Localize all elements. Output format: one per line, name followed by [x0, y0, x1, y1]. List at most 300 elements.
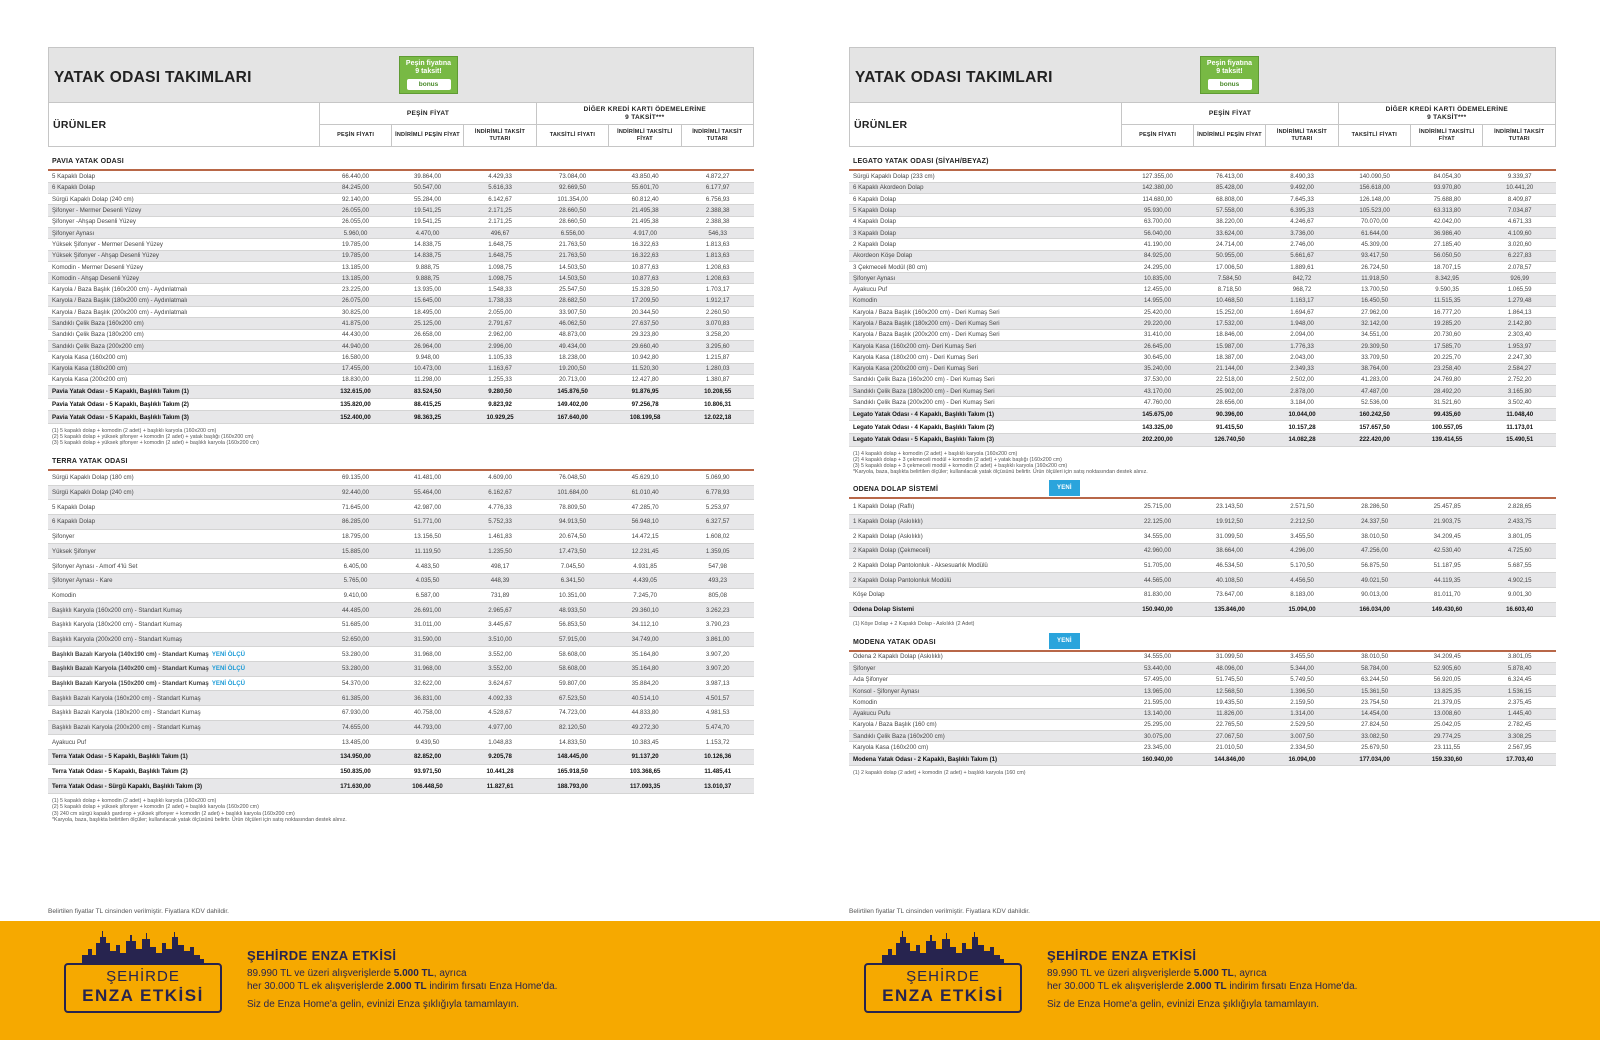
price-cell: 202.200,00	[1122, 433, 1194, 446]
price-cell: 67.930,00	[320, 706, 392, 721]
price-cell: 34.749,00	[609, 632, 682, 647]
product-name	[48, 764, 320, 779]
price-cell: 9.948,00	[391, 352, 464, 363]
price-cell: 23.754,50	[1338, 697, 1411, 708]
price-cell: 3.907,20	[681, 647, 754, 662]
price-cell: 51.187,95	[1411, 558, 1484, 573]
price-cell: 54.370,00	[320, 676, 392, 691]
section-title-text: PAVIA YATAK ODASI	[52, 158, 124, 165]
price-cell: 29.660,40	[609, 340, 682, 351]
product-name-text: Sürgü Kapaklı Dolap (240 cm)	[52, 489, 134, 497]
price-cell: 1.215,87	[681, 352, 754, 363]
price-cell: 28.492,20	[1411, 386, 1484, 397]
price-cell: 31.521,60	[1411, 397, 1484, 408]
page-header	[48, 47, 754, 102]
product-name-text: 2 Kapaklı Dolap Pantolonluk - Aksesuarlık Modülü	[853, 561, 988, 569]
table-row	[48, 588, 754, 603]
table-row	[849, 558, 1556, 573]
price-cell: 74.655,00	[320, 720, 392, 735]
price-page-left	[48, 47, 754, 867]
table-row	[849, 685, 1556, 696]
product-name	[48, 411, 320, 424]
price-cell: 10.929,25	[464, 411, 537, 424]
section-title	[48, 155, 754, 171]
product-name-text: 5 Kapaklı Dolap	[52, 503, 96, 511]
price-cell: 52.650,00	[320, 632, 392, 647]
product-name	[48, 398, 320, 411]
price-cell: 42.960,00	[1122, 543, 1194, 558]
price-cell: 5.616,33	[464, 182, 537, 193]
price-cell: 4.456,50	[1266, 573, 1339, 588]
product-name	[48, 500, 320, 515]
table-row	[849, 340, 1556, 351]
product-name-text: Ada Şifonyer	[853, 676, 888, 684]
price-cell: 2.584,27	[1483, 363, 1556, 374]
new-badge: YENİ	[1049, 480, 1080, 496]
col-installment-price: TAKSİTLİ FİYATI	[536, 125, 608, 147]
price-cell: 27.067,50	[1193, 731, 1266, 742]
section-title-text: MODENA YATAK ODASI	[853, 638, 936, 646]
product-name-text: Sürgü Kapaklı Dolap (180 cm)	[52, 474, 134, 482]
price-cell: 3.020,60	[1483, 239, 1556, 250]
price-cell: 3.502,40	[1483, 397, 1556, 408]
price-cell: 91.415,50	[1193, 421, 1266, 434]
product-name-text: Odena Dolap Sistemi	[853, 605, 914, 613]
price-cell: 19.541,25	[391, 216, 464, 227]
price-cell: 28.660,50	[536, 205, 609, 216]
product-name	[849, 697, 1122, 708]
price-cell: 1.396,50	[1266, 685, 1339, 696]
price-cell: 86.285,00	[320, 515, 392, 530]
price-cell: 1.889,61	[1266, 261, 1339, 272]
price-cell: 27.824,50	[1338, 719, 1411, 730]
price-cell: 2.247,30	[1483, 352, 1556, 363]
product-name-text: 3 Çekmeceli Modül (80 cm)	[853, 263, 928, 271]
product-name-text: Karyola Kasa (160x200 cm)	[52, 353, 128, 361]
table-row	[849, 386, 1556, 397]
price-cell: 34.555,00	[1122, 529, 1194, 544]
product-name	[48, 691, 320, 706]
price-cell: 4.931,85	[609, 559, 682, 574]
price-cell: 1.536,15	[1483, 685, 1556, 696]
price-cell: 14.955,00	[1122, 295, 1194, 306]
product-name-text: Karyola Kasa (200x200 cm)	[52, 376, 128, 384]
price-cell: 63.700,00	[1122, 216, 1194, 227]
price-cell: 156.618,00	[1338, 182, 1411, 193]
product-name	[48, 779, 320, 794]
table-row	[48, 529, 754, 544]
product-name	[48, 284, 320, 295]
badge-line-2: 9 taksit!	[1216, 68, 1243, 75]
cash-price-group-header: PEŞİN FİYAT	[1122, 103, 1338, 125]
product-name	[48, 194, 320, 205]
credit-group-header	[536, 103, 753, 125]
price-page-right	[849, 47, 1556, 867]
price-cell: 81.830,00	[1122, 587, 1194, 602]
product-name	[48, 227, 320, 238]
price-cell: 17.209,50	[609, 295, 682, 306]
price-cell: 39.864,00	[391, 171, 464, 182]
product-name	[849, 742, 1122, 753]
table-row	[849, 652, 1556, 663]
table-row	[48, 261, 754, 272]
price-cell: 1.255,33	[464, 374, 537, 385]
price-cell: 38.220,00	[1193, 216, 1266, 227]
price-cell: 1.279,48	[1483, 295, 1556, 306]
price-cell: 14.503,50	[536, 273, 609, 284]
product-name	[849, 194, 1122, 205]
price-cell: 1.912,17	[681, 295, 754, 306]
product-name	[849, 216, 1122, 227]
table-row	[849, 697, 1556, 708]
price-cell: 5.687,55	[1483, 558, 1556, 573]
table-row	[849, 573, 1556, 588]
price-cell: 21.903,75	[1411, 514, 1484, 529]
product-section	[48, 155, 754, 447]
price-cell: 48.096,00	[1193, 663, 1266, 674]
product-name-text: Komodin	[853, 698, 878, 706]
product-name-text: Başlıklı Bazalı Karyola (180x200 cm) - Standart Kumaş	[52, 709, 201, 717]
product-name-text: Sandıklı Çelik Baza (200x200 cm) - Deri Kumaş Seri	[853, 399, 995, 407]
table-row	[849, 374, 1556, 385]
price-cell: 25.457,85	[1411, 499, 1484, 514]
price-cell: 968,72	[1266, 284, 1339, 295]
products-header: ÜRÜNLER	[850, 103, 1122, 147]
price-cell: 49.021,50	[1338, 573, 1411, 588]
product-name-text: Komodin	[52, 591, 77, 599]
price-cell: 1.694,67	[1266, 307, 1339, 318]
table-row	[48, 691, 754, 706]
price-cell: 24.337,50	[1338, 514, 1411, 529]
price-cell: 41.190,00	[1122, 239, 1194, 250]
price-cell: 498,17	[464, 559, 537, 574]
section-title	[849, 483, 1556, 499]
table-row	[48, 363, 754, 374]
banner-line-2-tail: indirim fırsatı Enza Home'da.	[1226, 981, 1358, 992]
price-cell: 1.235,50	[464, 544, 537, 559]
price-cell: 57.558,00	[1193, 205, 1266, 216]
price-cell: 45.629,10	[609, 471, 682, 486]
price-cell: 2.171,25	[464, 205, 537, 216]
price-cell: 66.440,00	[320, 171, 392, 182]
price-cell: 28.660,50	[536, 216, 609, 227]
section-notes	[849, 766, 1556, 776]
credit-group-line-1: DİĞER KREDİ KARTI ÖDEMELERİNE	[1385, 105, 1509, 113]
table-row	[849, 731, 1556, 742]
table-row	[849, 307, 1556, 318]
price-cell: 32.622,00	[391, 676, 464, 691]
price-cell: 47.760,00	[1122, 397, 1194, 408]
product-name	[849, 352, 1122, 363]
price-cell: 6.324,45	[1483, 674, 1556, 685]
price-cell: 3.295,60	[681, 340, 754, 351]
price-cell: 10.835,00	[1122, 273, 1194, 284]
price-cell: 10.441,20	[1483, 182, 1556, 193]
city-skyline-icon	[880, 929, 1006, 965]
price-cell: 6.756,93	[681, 194, 754, 205]
price-cell: 50.955,00	[1193, 250, 1266, 261]
price-cell: 14.833,50	[536, 735, 609, 750]
product-name-text: Terra Yatak Odası - 5 Kapaklı, Başlıklı Takım (1)	[52, 753, 188, 761]
price-cell: 4.917,00	[609, 227, 682, 238]
price-cell: 61.010,40	[609, 485, 682, 500]
price-cell: 92.140,00	[320, 194, 392, 205]
price-cell: 26.075,00	[320, 295, 392, 306]
set-total-row	[48, 411, 754, 424]
table-row	[48, 500, 754, 515]
product-name-text: Yüksek Şifonyer - Mermer Desenli Yüzey	[52, 240, 163, 248]
price-cell: 81.011,70	[1411, 587, 1484, 602]
section-title-text: LEGATO YATAK ODASI (SİYAH/BEYAZ)	[853, 158, 989, 165]
section-title-text: TERRA YATAK ODASI	[52, 457, 128, 465]
price-cell: 56.875,50	[1338, 558, 1411, 573]
price-cell: 6.395,33	[1266, 205, 1339, 216]
price-cell: 31.590,00	[391, 632, 464, 647]
price-cell: 10.208,55	[681, 386, 754, 399]
table-row	[849, 261, 1556, 272]
price-cell: 31.099,50	[1193, 652, 1266, 663]
price-cell: 23.111,55	[1411, 742, 1484, 753]
price-cell: 1.608,02	[681, 529, 754, 544]
price-cell: 58.784,00	[1338, 663, 1411, 674]
price-cell: 41.481,00	[391, 471, 464, 486]
price-cell: 78.809,50	[536, 500, 609, 515]
product-name	[849, 587, 1122, 602]
price-cell: 2.388,38	[681, 216, 754, 227]
cash-price-group-header: PEŞİN FİYAT	[320, 103, 536, 125]
price-cell: 132.615,00	[320, 386, 392, 399]
product-name-text: 3 Kapaklı Dolap	[853, 229, 897, 237]
price-cell: 84.925,00	[1122, 250, 1194, 261]
price-cell: 29.360,10	[609, 603, 682, 618]
product-name	[849, 386, 1122, 397]
product-name-text: Akordeon Köşe Dolap	[853, 252, 913, 260]
price-cell: 26.645,00	[1122, 340, 1194, 351]
price-cell: 842,72	[1266, 273, 1339, 284]
table-row	[48, 573, 754, 588]
product-name	[48, 307, 320, 318]
product-name	[849, 273, 1122, 284]
product-name-text: Sandıklı Çelik Baza (160x200 cm) - Deri Kumaş Seri	[853, 376, 995, 384]
product-name-text: Karyola / Baza Başlık (200x200 cm) - Aydınlatmalı	[52, 308, 188, 316]
table-row	[48, 706, 754, 721]
price-cell: 11.119,50	[391, 544, 464, 559]
price-cell: 11.048,40	[1483, 408, 1556, 421]
banner-line-1-amount: 5.000 TL	[1193, 968, 1234, 979]
price-cell: 6.142,67	[464, 194, 537, 205]
col-discounted-cash-price: İNDİRİMLİ PEŞİN FİYAT	[391, 125, 463, 147]
price-cell: 37.530,00	[1122, 374, 1194, 385]
price-cell: 4.671,33	[1483, 216, 1556, 227]
product-name	[48, 588, 320, 603]
price-cell: 3.801,05	[1483, 529, 1556, 544]
price-cell: 97.256,78	[609, 398, 682, 411]
price-cell: 1.864,13	[1483, 307, 1556, 318]
price-cell: 3.308,25	[1483, 731, 1556, 742]
price-cell: 13.825,35	[1411, 685, 1484, 696]
price-cell: 34.209,45	[1411, 652, 1484, 663]
col-discounted-cash-price: İNDİRİMLİ PEŞİN FİYAT	[1193, 125, 1265, 147]
price-cell: 35.164,80	[609, 647, 682, 662]
price-cell: 1.280,03	[681, 363, 754, 374]
price-cell: 21.144,00	[1193, 363, 1266, 374]
product-name	[48, 329, 320, 340]
price-cell: 21.010,50	[1193, 742, 1266, 753]
price-cell: 23.225,00	[320, 284, 392, 295]
price-cell: 42.042,00	[1411, 216, 1484, 227]
price-cell: 19.785,00	[320, 250, 392, 261]
product-name	[48, 352, 320, 363]
price-cell: 3.552,00	[464, 647, 537, 662]
product-name-text: Sürgü Kapaklı Dolap (233 cm)	[853, 172, 935, 180]
enza-etkisi-logo	[64, 963, 222, 1013]
price-cell: 44.793,00	[391, 720, 464, 735]
product-name	[849, 250, 1122, 261]
price-cell: 805,08	[681, 588, 754, 603]
price-cell: 38.664,00	[1193, 543, 1266, 558]
price-cell: 4.035,50	[391, 573, 464, 588]
price-cell: 29.323,80	[609, 329, 682, 340]
price-cell: 1.359,05	[681, 544, 754, 559]
price-cell: 99.435,60	[1411, 408, 1484, 421]
product-name-text: Karyola / Baza Başlık (160x200 cm) - Aydınlatmalı	[52, 286, 188, 294]
price-cell: 31.410,00	[1122, 329, 1194, 340]
city-skyline-icon	[80, 929, 206, 965]
banner-line-2-tail: indirim fırsatı Enza Home'da.	[426, 981, 558, 992]
product-name-text: Karyola / Baza Başlık (180x200 cm) - Aydınlatmalı	[52, 297, 188, 305]
price-cell: 11.918,50	[1338, 273, 1411, 284]
price-cell: 59.807,00	[536, 676, 609, 691]
banner-title: ŞEHİRDE ENZA ETKİSİ	[247, 948, 397, 963]
price-cell: 2.349,33	[1266, 363, 1339, 374]
table-row	[849, 284, 1556, 295]
table-row	[849, 182, 1556, 193]
price-cell: 74.723,00	[536, 706, 609, 721]
price-cell: 6.227,83	[1483, 250, 1556, 261]
price-cell: 1.648,75	[464, 239, 537, 250]
price-cell: 4.501,57	[681, 691, 754, 706]
price-cell: 43.170,00	[1122, 386, 1194, 397]
price-cell: 4.439,05	[609, 573, 682, 588]
price-cell: 19.912,50	[1193, 514, 1266, 529]
price-cell: 9.001,30	[1483, 587, 1556, 602]
banner-line-1-amount: 5.000 TL	[393, 968, 434, 979]
price-cell: 149.430,60	[1411, 602, 1484, 617]
price-cell: 63.313,80	[1411, 205, 1484, 216]
installment-badge	[1200, 56, 1259, 94]
price-cell: 52.536,00	[1338, 397, 1411, 408]
banner-line-2	[1047, 981, 1357, 992]
price-cell: 3.790,23	[681, 617, 754, 632]
price-cell: 55.601,70	[609, 182, 682, 193]
product-name-text: Komodin - Mermer Desenli Yüzey	[52, 263, 143, 271]
price-cell: 139.414,55	[1411, 433, 1484, 446]
product-name-text: Sandıklı Çelik Baza (180x200 cm)	[52, 331, 144, 339]
price-cell: 106.448,50	[391, 779, 464, 794]
price-cell: 10.383,45	[609, 735, 682, 750]
price-cell: 56.853,50	[536, 617, 609, 632]
price-cell: 6.177,97	[681, 182, 754, 193]
price-cell: 4.776,33	[464, 500, 537, 515]
new-badge: YENİ	[1049, 633, 1080, 649]
product-name-text: Sandıklı Çelik Baza (200x200 cm)	[52, 342, 144, 350]
credit-group-line-1: DİĞER KREDİ KARTI ÖDEMELERİNE	[583, 105, 707, 113]
table-row	[849, 587, 1556, 602]
price-cell: 88.415,25	[391, 398, 464, 411]
price-cell: 27.962,00	[1338, 307, 1411, 318]
price-cell: 13.010,37	[681, 779, 754, 794]
price-cell: 29.220,00	[1122, 318, 1194, 329]
banner-line-2	[247, 981, 557, 992]
product-name	[849, 329, 1122, 340]
price-cell: 36.986,40	[1411, 227, 1484, 238]
price-cell: 26.055,00	[320, 205, 392, 216]
price-cell: 15.252,00	[1193, 307, 1266, 318]
new-size-tag: YENİ ÖLÇÜ	[211, 665, 246, 673]
price-cell: 13.185,00	[320, 273, 392, 284]
price-cell: 7.045,50	[536, 559, 609, 574]
product-name-text: Terra Yatak Odası - 5 Kapaklı, Başlıklı Takım (2)	[52, 768, 188, 776]
product-name-text: Başlıklı Bazalı Karyola (150x200 cm) - Standart Kumaş	[52, 680, 209, 687]
product-name-text: Başlıklı Bazalı Karyola (160x200 cm) - Standart Kumaş	[52, 694, 201, 702]
table-row	[849, 295, 1556, 306]
set-total-row	[48, 386, 754, 399]
price-cell: 9.280,50	[464, 386, 537, 399]
product-name	[849, 433, 1122, 446]
price-cell: 4.483,50	[391, 559, 464, 574]
price-cell: 31.968,00	[391, 647, 464, 662]
section-title	[48, 455, 754, 471]
price-cell: 3.987,13	[681, 676, 754, 691]
price-cell: 1.163,17	[1266, 295, 1339, 306]
product-name	[849, 261, 1122, 272]
price-cell: 60.812,40	[609, 194, 682, 205]
products-header: ÜRÜNLER	[49, 103, 320, 147]
table-row	[48, 182, 754, 193]
price-cell: 28.286,50	[1338, 499, 1411, 514]
product-name-text: Başlıklı Karyola (160x200 cm) - Standart Kumaş	[52, 606, 183, 614]
product-name	[849, 340, 1122, 351]
price-cell: 56.948,10	[609, 515, 682, 530]
price-cell: 38.764,00	[1338, 363, 1411, 374]
price-cell: 1.098,75	[464, 273, 537, 284]
product-name	[48, 171, 320, 182]
product-name	[849, 397, 1122, 408]
product-name-text: 1 Kapaklı Dolap (Raflı)	[853, 502, 915, 510]
price-cell: 3.455,50	[1266, 652, 1339, 663]
price-cell: 3.262,23	[681, 603, 754, 618]
banner-line-1-text: 89.990 TL ve üzeri alışverişlerde	[1047, 968, 1194, 979]
product-name-text: Yüksek Şifonyer	[52, 547, 97, 555]
product-name	[849, 374, 1122, 385]
product-name-text: Ayakucu Puf	[52, 738, 87, 746]
price-cell: 19.200,50	[536, 363, 609, 374]
price-cell: 25.715,00	[1122, 499, 1194, 514]
product-name-text: Legato Yatak Odası - 4 Kapaklı, Başlıklı Takım (1)	[853, 411, 995, 419]
product-name	[849, 558, 1122, 573]
price-table	[849, 499, 1556, 617]
price-table	[849, 652, 1556, 767]
price-cell: 448,39	[464, 573, 537, 588]
price-cell: 144.846,00	[1193, 753, 1266, 766]
section-title-text: ODENA DOLAP SİSTEMİ	[853, 486, 939, 494]
price-cell: 2.962,00	[464, 329, 537, 340]
price-cell: 43.850,40	[609, 171, 682, 182]
price-cell: 12.427,80	[609, 374, 682, 385]
price-cell: 18.846,00	[1193, 329, 1266, 340]
table-row	[48, 205, 754, 216]
price-cell: 1.738,33	[464, 295, 537, 306]
